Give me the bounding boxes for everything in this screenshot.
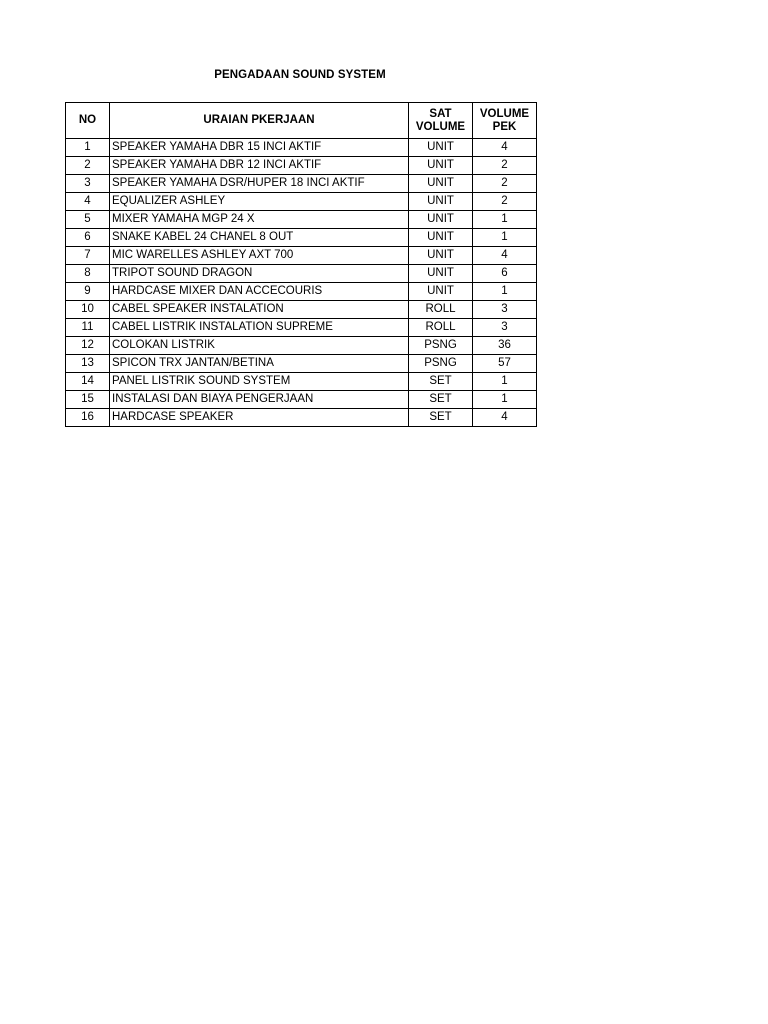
procurement-table xyxy=(65,102,537,427)
table-body xyxy=(66,139,537,427)
cell-no: 8 xyxy=(66,265,110,283)
table-row xyxy=(66,157,537,175)
cell-no: 4 xyxy=(66,193,110,211)
cell-description: SPEAKER YAMAHA DSR/HUPER 18 INCI AKTIF xyxy=(110,175,409,193)
cell-description: COLOKAN LISTRIK xyxy=(110,337,409,355)
table-row xyxy=(66,265,537,283)
header-sat-volume-line2: VOLUME xyxy=(415,120,466,133)
cell-no: 10 xyxy=(66,301,110,319)
table-row xyxy=(66,409,537,427)
cell-description: PANEL LISTRIK SOUND SYSTEM xyxy=(110,373,409,391)
cell-qty: 1 xyxy=(473,211,537,229)
cell-unit: UNIT xyxy=(409,283,473,301)
cell-description: MIXER YAMAHA MGP 24 X xyxy=(110,211,409,229)
table-row xyxy=(66,247,537,265)
cell-no: 13 xyxy=(66,355,110,373)
cell-qty: 2 xyxy=(473,175,537,193)
cell-unit: UNIT xyxy=(409,157,473,175)
cell-unit: PSNG xyxy=(409,355,473,373)
cell-no: 5 xyxy=(66,211,110,229)
cell-no: 14 xyxy=(66,373,110,391)
table-row xyxy=(66,355,537,373)
cell-no: 15 xyxy=(66,391,110,409)
cell-no: 6 xyxy=(66,229,110,247)
header-sat-volume xyxy=(409,103,473,139)
table-row xyxy=(66,283,537,301)
table-row xyxy=(66,139,537,157)
cell-qty: 4 xyxy=(473,247,537,265)
cell-qty: 2 xyxy=(473,193,537,211)
cell-description: MIC WARELLES ASHLEY AXT 700 xyxy=(110,247,409,265)
header-description: URAIAN PKERJAAN xyxy=(110,103,409,139)
cell-qty: 1 xyxy=(473,229,537,247)
table-row xyxy=(66,301,537,319)
cell-description: SPEAKER YAMAHA DBR 12 INCI AKTIF xyxy=(110,157,409,175)
cell-no: 16 xyxy=(66,409,110,427)
cell-qty: 4 xyxy=(473,409,537,427)
cell-qty: 1 xyxy=(473,283,537,301)
cell-description: TRIPOT SOUND DRAGON xyxy=(110,265,409,283)
header-volume-pek xyxy=(473,103,537,139)
cell-unit: SET xyxy=(409,391,473,409)
cell-unit: UNIT xyxy=(409,211,473,229)
cell-qty: 6 xyxy=(473,265,537,283)
cell-qty: 3 xyxy=(473,301,537,319)
cell-unit: UNIT xyxy=(409,247,473,265)
cell-unit: UNIT xyxy=(409,139,473,157)
cell-qty: 36 xyxy=(473,337,537,355)
cell-description: CABEL LISTRIK INSTALATION SUPREME xyxy=(110,319,409,337)
cell-no: 9 xyxy=(66,283,110,301)
cell-unit: UNIT xyxy=(409,265,473,283)
document-title: PENGADAAN SOUND SYSTEM xyxy=(214,69,386,81)
table-row xyxy=(66,211,537,229)
cell-no: 11 xyxy=(66,319,110,337)
cell-qty: 3 xyxy=(473,319,537,337)
cell-description: SNAKE KABEL 24 CHANEL 8 OUT xyxy=(110,229,409,247)
cell-qty: 1 xyxy=(473,373,537,391)
cell-description: EQUALIZER ASHLEY xyxy=(110,193,409,211)
table-row xyxy=(66,337,537,355)
table-row xyxy=(66,391,537,409)
cell-qty: 57 xyxy=(473,355,537,373)
table-row xyxy=(66,175,537,193)
header-sat-volume-line1: SAT xyxy=(429,107,452,120)
table-header-row xyxy=(66,103,537,139)
cell-no: 12 xyxy=(66,337,110,355)
table-row xyxy=(66,193,537,211)
cell-unit: UNIT xyxy=(409,193,473,211)
table-row xyxy=(66,229,537,247)
header-volume-pek-line1: VOLUME xyxy=(479,107,530,120)
cell-no: 7 xyxy=(66,247,110,265)
cell-description: CABEL SPEAKER INSTALATION xyxy=(110,301,409,319)
cell-description: INSTALASI DAN BIAYA PENGERJAAN xyxy=(110,391,409,409)
table-row xyxy=(66,373,537,391)
cell-unit: UNIT xyxy=(409,175,473,193)
cell-unit: ROLL xyxy=(409,319,473,337)
cell-description: SPEAKER YAMAHA DBR 15 INCI AKTIF xyxy=(110,139,409,157)
cell-unit: PSNG xyxy=(409,337,473,355)
cell-qty: 1 xyxy=(473,391,537,409)
cell-unit: SET xyxy=(409,373,473,391)
cell-description: HARDCASE SPEAKER xyxy=(110,409,409,427)
cell-no: 2 xyxy=(66,157,110,175)
table-row xyxy=(66,319,537,337)
cell-description: HARDCASE MIXER DAN ACCECOURIS xyxy=(110,283,409,301)
cell-unit: SET xyxy=(409,409,473,427)
cell-unit: ROLL xyxy=(409,301,473,319)
cell-description: SPICON TRX JANTAN/BETINA xyxy=(110,355,409,373)
cell-no: 1 xyxy=(66,139,110,157)
header-volume-pek-line2: PEK xyxy=(492,120,517,133)
cell-unit: UNIT xyxy=(409,229,473,247)
cell-qty: 4 xyxy=(473,139,537,157)
cell-no: 3 xyxy=(66,175,110,193)
header-no: NO xyxy=(66,103,110,139)
cell-qty: 2 xyxy=(473,157,537,175)
